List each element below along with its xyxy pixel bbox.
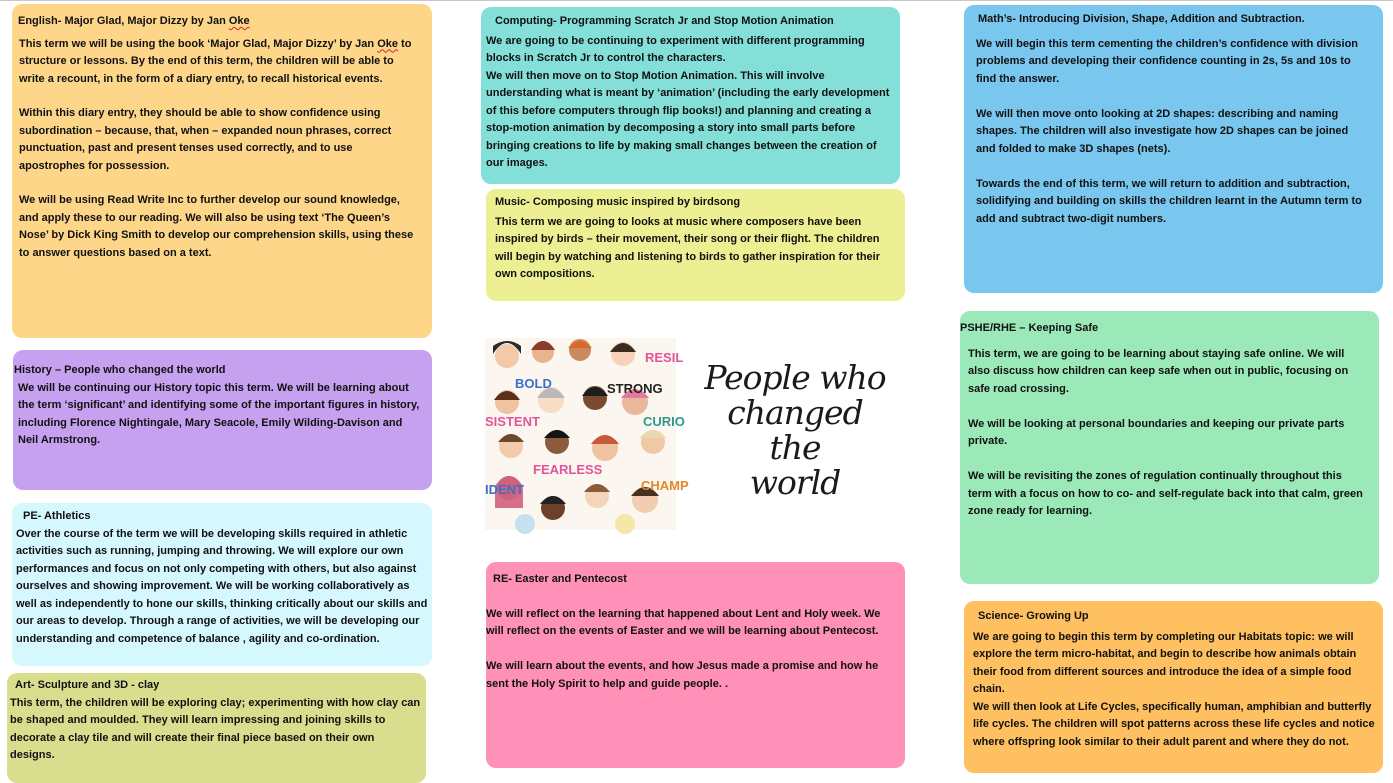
art-title: Art- Sculpture and 3D - clay [15, 679, 160, 691]
pshe-title: PSHE/RHE – Keeping Safe [960, 322, 1099, 334]
collage-artwork [485, 338, 689, 530]
pe-body: Over the course of the term we will be developing skills required in athletic activities such as running, jumping and throwing. We will explore our own performances and focus on not only competing with others, but also against ourselves and showing improvement. We will be working collaboratively as well as independently to hone our skills, thinking critically about our skills and our areas to develop. Through a range of activities, we will be developing our understanding and competence of balance , agility and co-ordination. [16, 527, 428, 645]
caption-line-2: changed the [727, 393, 863, 467]
history-title: History – People who changed the world [14, 364, 226, 376]
english-title: English- Major Glad, Major Dizzy by Jan Oke [18, 15, 250, 27]
poster-word-strong: STRONG [607, 381, 663, 396]
people-collage-image [485, 338, 689, 530]
people-who-changed-the-world-caption [700, 360, 890, 500]
poster-word-champ: CHAMP [641, 478, 689, 493]
poster-word-resil: RESIL [645, 350, 684, 365]
music-body: This term we are going to looks at music where composers have been inspired by birds – their movement, their song or their flight. The children will begin by watching and listening to birds to gather inspiration for their own compositions. [495, 215, 881, 280]
poster-word-sistent: SISTENT [485, 414, 540, 429]
pshe-body: This term, we are going to be learning about staying safe online. We will also discuss how children can keep safe when out in public, focusing on safe road crossing. We will be looking at personal boundaries and keeping our private parts private. We will be revisiting the zones of regulation continually throughout this term with a focus on how to co- and self-regulate back into that calm, green zone ready for learning. [968, 347, 1363, 517]
music-title: Music- Composing music inspired by birdsong [495, 196, 741, 208]
poster-word-ident: IDENT [485, 482, 524, 497]
re-title: RE- Easter and Pentecost [493, 573, 627, 585]
pe-title: PE- Athletics [23, 510, 91, 522]
music-panel [486, 189, 905, 301]
poster-word-bold: BOLD [515, 376, 552, 391]
poster-word-fearless: FEARLESS [533, 462, 603, 477]
english-paragraph-2: Within this diary entry, they should be able to show confidence using subordination – because, that, when – expanded noun phrases, correct punctuation, past and present tenses used correctly, and to use apostrophes for possession. [19, 107, 392, 172]
english-paragraph-3: We will be using Read Write Inc to further develop our sound knowledge, and apply these to our reading. We will also be using text ‘The Queen’s Nose’ by Dick King Smith to develop our comprehension skills, using these to answer questions based on a text. [19, 194, 414, 259]
pe-panel [12, 503, 432, 666]
computing-panel [481, 7, 900, 184]
art-body: This term, the children will be exploring clay; experimenting with how clay can be shaped and moulded. They will learn impressing and joining skills to decorate a clay tile and will create their final piece based on their own designs. [10, 696, 421, 761]
history-body: We will be continuing our History topic this term. We will be learning about the term ‘significant’ and identifying some of the important figures in history, including Florence Nightingale, Mary Seacole, Emily Wilding-Davison and Neil Armstrong. [18, 381, 420, 446]
computing-title: Computing- Programming Scratch Jr and Stop Motion Animation [495, 15, 834, 27]
maths-body: We will begin this term cementing the children’s confidence with division problems and developing their confidence counting in 2s, 5s and 10s to find the answer. We will then move onto looking at 2D shapes: describing and naming shapes. The children will also investigate how 2D shapes can be joined and folded to make 3D shapes (nets). Towards the end of this term, we will return to addition and subtraction, solidifying and building on skills the children learnt in the Autumn term to add and subtract two-digit numbers. [976, 37, 1362, 225]
science-body: We are going to begin this term by completing our Habitats topic: we will explore the term micro-habitat, and begin to describe how animals obtain their food from different sources and introduce the idea of a simple food chain. We will then look at Life Cycles, specifically human, amphibian and butterfly life cycles. The children will spot patterns across these life cycles and notice where offspring look similar to their adult parent and where they do not. [973, 630, 1375, 748]
caption-line-3: world [749, 463, 841, 502]
art-panel [7, 673, 426, 783]
re-panel [486, 562, 905, 768]
english-paragraph-1: This term we will be using the book ‘Major Glad, Major Dizzy’ by Jan Oke to structure or lessons. By the end of this term, the children will be able to write a recount, in the form of a diary entry, to recall historical events. [19, 37, 412, 85]
maths-title: Math’s- Introducing Division, Shape, Addition and Subtraction. [978, 13, 1305, 25]
computing-body: We are going to be continuing to experiment with different programming blocks in Scratch Jr to control the characters. We will then move on to Stop Motion Animation. This will involve understanding what is meant by ‘animation’ (including the early development of this before computers through flip books!) and planning and creating a stop-motion animation by decomposing a story into small parts before bringing creations to life by making small changes between the creation of our images. [486, 34, 890, 169]
top-border [0, 0, 1393, 1]
poster-word-curio: CURIO [643, 414, 685, 429]
re-body: We will reflect on the learning that happened about Lent and Holy week. We will reflect on the events of Easter and we will be learning about Pentecost. We will learn about the events, and how Jesus made a promise and how he sent the Holy Spirit to help and guide people. . [486, 607, 881, 690]
maths-panel [964, 5, 1383, 293]
history-panel [13, 350, 432, 490]
pshe-panel [960, 311, 1379, 584]
science-title: Science- Growing Up [978, 610, 1089, 622]
caption-line-1: People who [704, 358, 886, 397]
english-panel [12, 4, 432, 338]
science-panel [964, 601, 1383, 773]
